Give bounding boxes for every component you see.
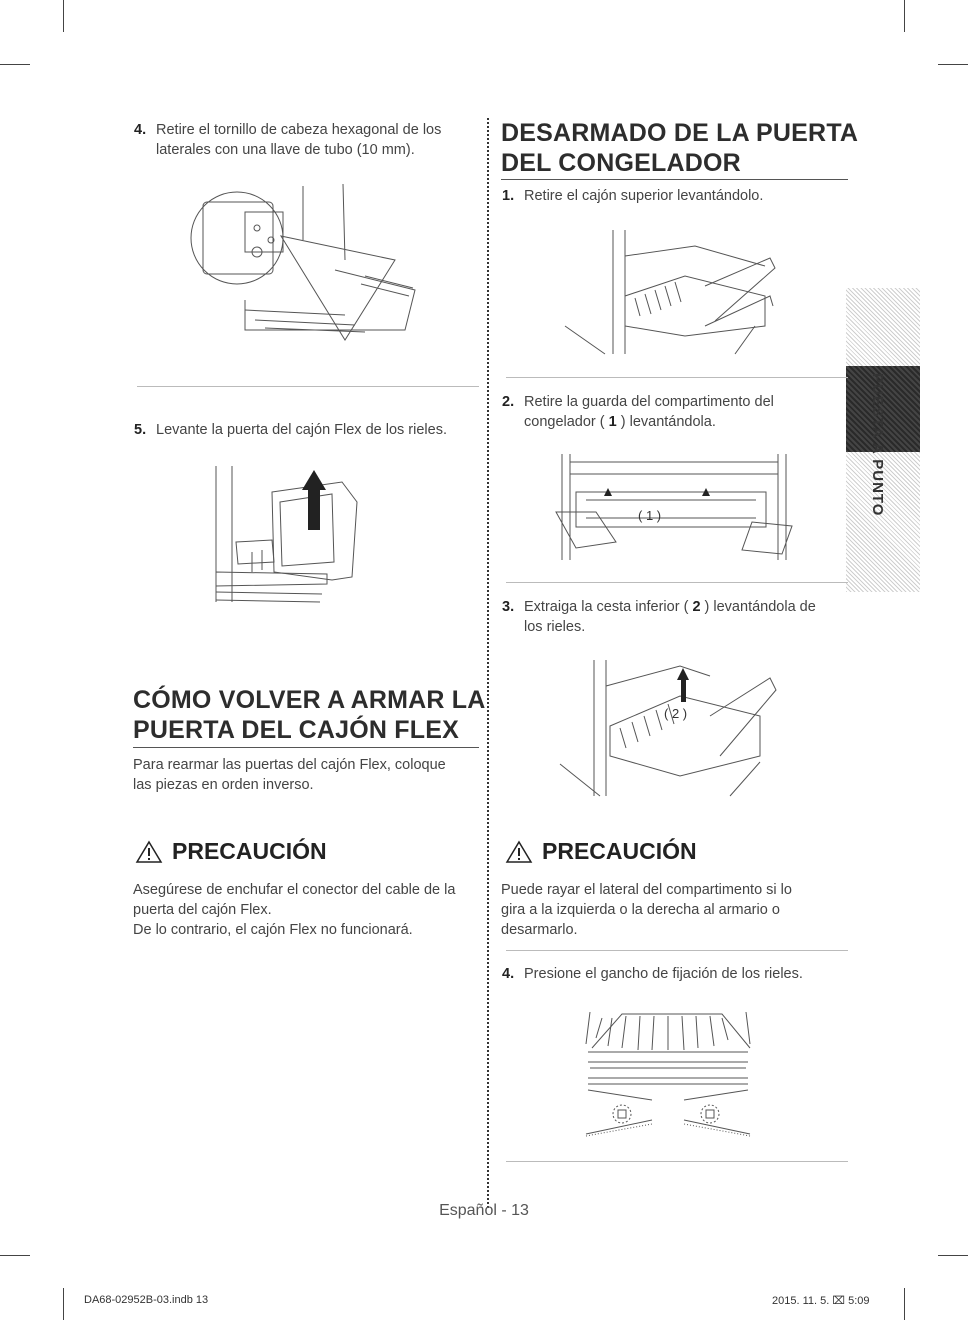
title-line: PUERTA DEL CAJÓN FLEX: [133, 716, 459, 744]
caution-title: PRECAUCIÓN: [172, 838, 327, 864]
crop-mark: [938, 1255, 968, 1256]
illustration-upper-drawer: [565, 226, 780, 356]
footer-file-info: DA68-02952B-03.indb 13: [84, 1294, 209, 1306]
right-section-title: [501, 118, 858, 178]
illustration-lift-door: [212, 462, 362, 607]
section-rule: [133, 747, 479, 748]
caution-line: Asegúrese de enchufar el conector del cable de la: [133, 882, 456, 898]
step-text-part: ) levantándola de los rieles.: [524, 599, 816, 635]
step-number: 4.: [134, 122, 147, 138]
warning-icon: [136, 840, 162, 864]
left-step-4: [134, 120, 474, 160]
divider: [506, 1161, 848, 1162]
left-section-paragraph: [133, 755, 479, 795]
left-step-5: [134, 420, 474, 440]
callout-label: ( 1 ): [638, 508, 662, 523]
step-number: 3.: [502, 599, 515, 615]
title-line: DESARMADO DE LA PUERTA: [501, 119, 859, 147]
step-text: Levante la puerta del cajón Flex de los rieles.: [156, 422, 447, 438]
divider: [506, 582, 848, 583]
illustration-lower-basket-drawing: [560, 656, 782, 801]
section-rule: [501, 179, 848, 180]
divider: [137, 386, 479, 387]
step-text: Presione el gancho de fijación de los rieles.: [524, 966, 803, 982]
step-number: 1.: [502, 188, 515, 204]
illustration-rail-hooks: [582, 1008, 754, 1140]
caution-line: gira a la izquierda o la derecha al armario o: [501, 902, 780, 918]
step-callout-number: 1: [608, 414, 617, 430]
crop-mark: [904, 0, 905, 32]
right-step-4: [502, 964, 842, 984]
step-text-part: Extraiga la cesta inferior (: [524, 599, 693, 615]
paragraph-line: las piezas en orden inverso.: [133, 777, 314, 793]
column-divider: [487, 118, 489, 1208]
right-caution-heading: [506, 838, 697, 865]
side-tab-label: PUESTA A PUNTO: [869, 373, 886, 517]
step-text: Retire el tornillo de cabeza hexagonal de los laterales con una llave de tubo (10 mm).: [156, 122, 442, 158]
left-caution-text: [133, 880, 483, 940]
step-text: Retire el cajón superior levantándolo.: [524, 188, 764, 204]
crop-mark: [63, 0, 64, 32]
right-caution-text: [501, 880, 841, 940]
divider: [506, 377, 848, 378]
right-step-3: [502, 597, 832, 637]
right-step-1: [502, 186, 842, 206]
caution-line: puerta del cajón Flex.: [133, 902, 272, 918]
step-callout-number: 2: [692, 599, 701, 615]
left-caution-heading: [136, 838, 327, 865]
step-text: [502, 597, 832, 637]
step-text: [502, 392, 807, 432]
footer-timestamp: 2015. 11. 5. ⌧ 5:09: [772, 1295, 870, 1307]
caution-line: Puede rayar el lateral del compartimento si lo: [501, 882, 792, 898]
step-text-part: ) levantándola.: [616, 414, 716, 430]
title-line: CÓMO VOLVER A ARMAR LA: [133, 686, 486, 714]
crop-mark: [63, 1288, 64, 1320]
step-number: 5.: [134, 422, 147, 438]
crop-mark: [0, 1255, 30, 1256]
illustration-lower-basket: [560, 656, 782, 801]
warning-icon: [506, 840, 532, 864]
title-line: DEL CONGELADOR: [501, 149, 741, 177]
side-tab: [846, 288, 920, 592]
divider: [506, 950, 848, 951]
crop-mark: [904, 1288, 905, 1320]
callout-label: ( 2 ): [664, 706, 688, 721]
caution-line: desarmarlo.: [501, 922, 578, 938]
crop-mark: [938, 64, 968, 65]
illustration-hex-screw: [185, 180, 415, 345]
illustration-freezer-guard: [556, 452, 792, 562]
page-number: Español - 13: [439, 1202, 529, 1219]
caution-line: De lo contrario, el cajón Flex no funcionará.: [133, 922, 413, 938]
caution-title: PRECAUCIÓN: [542, 838, 697, 864]
crop-mark: [0, 64, 30, 65]
left-section-title: [133, 685, 486, 745]
step-number: 2.: [502, 394, 515, 410]
paragraph-line: Para rearmar las puertas del cajón Flex, coloque: [133, 757, 446, 773]
illustration-freezer-guard-drawing: [556, 452, 792, 562]
step-text-part: Retire la guarda del compartimento del congelador (: [524, 394, 774, 430]
right-step-2: [502, 392, 807, 432]
step-number: 4.: [502, 966, 515, 982]
